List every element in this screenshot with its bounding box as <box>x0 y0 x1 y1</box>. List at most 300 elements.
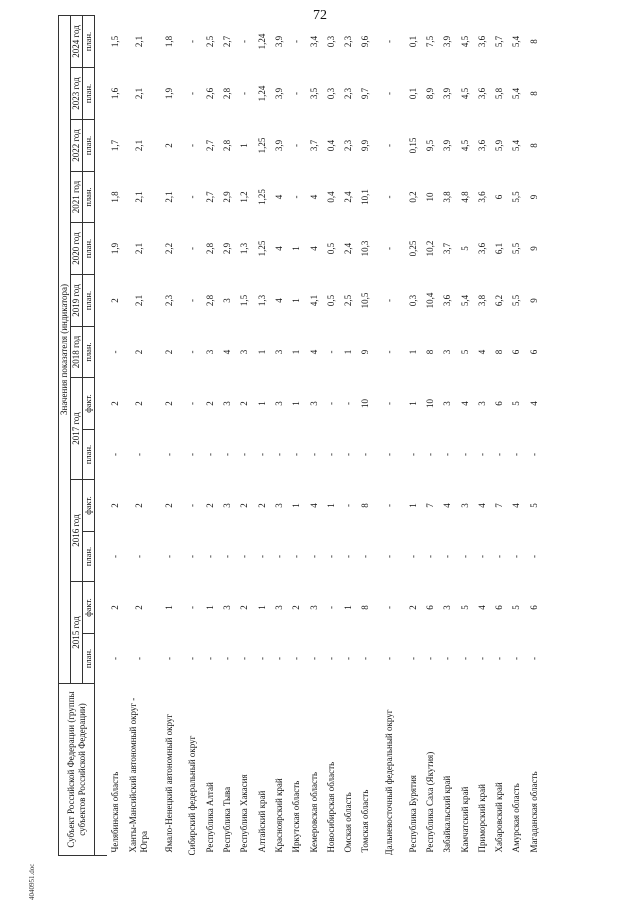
row-value-cell: 10,5 <box>360 292 371 309</box>
row-value-cell: 2,8 <box>204 294 215 307</box>
row-value-cell: 9 <box>528 298 539 303</box>
row-value-cell: - <box>308 657 319 660</box>
row-value-cell: - <box>291 92 302 95</box>
row-value-cell: - <box>494 453 505 456</box>
row-value-cell: - <box>442 555 453 558</box>
row-value-cell: 9 <box>528 246 539 251</box>
row-value-cell: - <box>407 657 418 660</box>
row-value-cell: - <box>187 402 198 405</box>
year-header-2021: 2021 год <box>71 172 83 223</box>
row-value-cell: 0,3 <box>325 87 336 100</box>
row-value-cell: 2,8 <box>204 242 215 255</box>
row-value-cell: 3,9 <box>442 139 453 152</box>
row-value-cell: 2 <box>204 401 215 406</box>
row-value-cell: 4 <box>273 298 284 303</box>
row-subject-name: Забайкальский край <box>442 775 453 853</box>
row-value-cell: 1 <box>256 605 267 610</box>
row-value-cell: 6 <box>494 194 505 200</box>
row-subject-name: Приморский край <box>476 784 487 853</box>
row-value-cell: 2,7 <box>204 139 215 152</box>
row-value-cell: 1,2 <box>239 191 250 203</box>
row-value-cell: 2,1 <box>133 87 144 100</box>
row-value-cell: 1 <box>291 401 302 406</box>
row-value-cell: 1 <box>407 401 418 406</box>
plan-subheader: план. <box>83 532 95 582</box>
row-value-cell: - <box>187 350 198 354</box>
row-value-cell: 1 <box>291 349 302 355</box>
row-value-cell: 0,1 <box>407 87 418 100</box>
plan-subheader: план. <box>83 172 95 223</box>
row-value-cell: 3,6 <box>476 87 487 100</box>
row-value-cell: - <box>308 555 319 558</box>
row-value-cell: 3,8 <box>476 294 487 307</box>
row-value-cell: - <box>187 299 198 302</box>
year-header-2022: 2022 год <box>71 120 83 172</box>
row-value-cell: - <box>256 453 267 456</box>
row-subject-name: Томская область <box>360 789 371 853</box>
row-value-cell: - <box>476 453 487 456</box>
row-value-cell: 4 <box>459 401 470 406</box>
row-value-cell: - <box>222 555 233 558</box>
row-value-cell: - <box>459 453 470 456</box>
row-value-cell: - <box>239 555 250 558</box>
row-value-cell: - <box>425 657 435 660</box>
row-value-cell: 2,5 <box>343 294 354 307</box>
row-value-cell: 10,2 <box>425 240 435 257</box>
table-row <box>508 15 525 855</box>
table-group-row <box>375 15 405 855</box>
row-value-cell: 0,2 <box>407 191 418 203</box>
row-value-cell: 4 <box>476 503 487 508</box>
row-value-cell: 2,5 <box>204 35 215 48</box>
row-value-cell: 3,9 <box>273 87 284 100</box>
row-value-cell: - <box>187 555 198 558</box>
row-value-cell: - <box>459 657 470 660</box>
row-value-cell: 5,5 <box>511 242 522 255</box>
row-value-cell: 1,8 <box>163 35 174 48</box>
row-value-cell: - <box>384 504 395 507</box>
row-value-cell: 3 <box>273 401 284 406</box>
row-value-cell: 2 <box>110 401 121 406</box>
row-value-cell: 6,1 <box>494 242 505 255</box>
row-value-cell: 1 <box>204 605 215 610</box>
row-value-cell: - <box>384 657 395 660</box>
row-value-cell: 3,7 <box>442 242 453 255</box>
row-value-cell: - <box>494 657 505 660</box>
row-value-cell: 9 <box>360 349 371 355</box>
row-value-cell: - <box>384 299 395 302</box>
row-value-cell: - <box>110 453 121 456</box>
row-value-cell: - <box>110 350 121 354</box>
row-value-cell: 9,5 <box>425 139 435 152</box>
row-value-cell: - <box>325 657 336 660</box>
row-value-cell: 3,9 <box>273 139 284 152</box>
row-subject-name: Магаданская область <box>528 771 539 853</box>
row-value-cell: - <box>291 195 302 199</box>
fact-subheader: факт. <box>83 480 95 532</box>
row-value-cell: 2,3 <box>343 35 354 48</box>
row-subject-name: Дальневосточный федеральный округ <box>384 709 395 856</box>
row-value-cell: - <box>187 195 198 199</box>
row-value-cell: 0,15 <box>407 137 418 154</box>
row-value-cell: 5,4 <box>511 35 522 48</box>
row-value-cell: 1,25 <box>256 137 267 154</box>
row-value-cell: - <box>343 657 354 660</box>
row-value-cell: - <box>110 657 121 660</box>
row-value-cell: - <box>291 144 302 147</box>
row-subject-name: Иркутская область <box>291 780 302 853</box>
row-value-cell: 9,9 <box>360 139 371 152</box>
row-value-cell: - <box>407 453 418 456</box>
row-value-cell: 8 <box>425 349 435 355</box>
row-value-cell: - <box>384 402 395 405</box>
row-value-cell: 1,25 <box>256 240 267 257</box>
row-value-cell: 5 <box>511 401 522 406</box>
row-value-cell: 3,6 <box>476 242 487 255</box>
page-number: 72 <box>313 8 327 23</box>
row-value-cell: 4 <box>273 246 284 251</box>
row-value-cell: 1,25 <box>256 189 267 205</box>
subject-column-header: Субъект Российской Федерации (группы субъектов Российской Федерации) <box>59 684 95 856</box>
row-value-cell: 5,5 <box>511 294 522 307</box>
row-value-cell: 3 <box>204 349 215 355</box>
row-value-cell: 2,9 <box>222 242 233 255</box>
year-header-2018: 2018 год <box>71 327 83 378</box>
row-value-cell: 3 <box>459 503 470 508</box>
row-value-cell: 0,5 <box>325 242 336 255</box>
row-value-cell: 1 <box>256 401 267 406</box>
row-value-cell: - <box>360 657 371 660</box>
row-value-cell: 2 <box>204 503 215 508</box>
row-value-cell: 1,6 <box>110 87 121 100</box>
row-value-cell: - <box>511 657 522 660</box>
row-value-cell: 6 <box>425 605 435 610</box>
row-value-cell: - <box>273 657 284 660</box>
row-value-cell: 10,1 <box>360 189 371 205</box>
table-row <box>107 15 124 855</box>
row-value-cell: 8 <box>528 143 539 148</box>
row-value-cell: 4 <box>476 349 487 355</box>
row-value-cell: 1,8 <box>110 191 121 203</box>
row-value-cell: - <box>133 453 144 456</box>
row-value-cell: - <box>528 657 539 660</box>
year-header-2020: 2020 год <box>71 223 83 275</box>
row-value-cell: - <box>187 144 198 147</box>
row-value-cell: 3,6 <box>476 139 487 152</box>
table-row <box>456 15 473 855</box>
row-value-cell: 2 <box>133 349 144 355</box>
row-value-cell: 2,1 <box>133 242 144 255</box>
row-value-cell: 1 <box>256 349 267 355</box>
row-value-cell: 3 <box>308 401 319 406</box>
row-value-cell: 3 <box>273 349 284 355</box>
row-value-cell: - <box>325 453 336 456</box>
table-row <box>305 15 322 855</box>
row-value-cell: - <box>133 555 144 558</box>
row-value-cell: 1,5 <box>110 35 121 48</box>
row-value-cell: - <box>384 195 395 199</box>
row-value-cell: 0,4 <box>325 139 336 152</box>
row-value-cell: - <box>511 555 522 558</box>
row-subject-name: Ханты-Мансийский автономный округ - Югра <box>128 697 150 853</box>
row-value-cell: - <box>384 453 395 456</box>
fact-subheader: факт. <box>83 378 95 430</box>
year-header-2024: 2024 год <box>71 15 83 67</box>
row-value-cell: - <box>187 453 198 456</box>
plan-subheader: план. <box>83 634 95 684</box>
row-value-cell: 9,7 <box>360 87 371 100</box>
row-value-cell: - <box>425 555 435 558</box>
row-value-cell: - <box>239 453 250 456</box>
row-value-cell: 3 <box>308 605 319 610</box>
row-value-cell: - <box>133 657 144 660</box>
row-subject-name: Камчатский край <box>459 786 470 853</box>
row-value-cell: 5 <box>459 349 470 355</box>
table-row <box>219 15 236 855</box>
row-value-cell: 4 <box>442 503 453 508</box>
row-subject-name: Республика Бурятия <box>407 775 418 853</box>
row-value-cell: - <box>256 555 267 558</box>
table-row <box>271 15 288 855</box>
row-value-cell: 10 <box>425 399 435 408</box>
row-value-cell: 5 <box>528 503 539 508</box>
indicator-table <box>58 15 543 856</box>
fact-subheader: факт. <box>83 582 95 634</box>
row-value-cell: 10 <box>360 399 371 408</box>
row-value-cell: - <box>384 606 395 609</box>
year-header-2015: 2015 год <box>71 582 83 684</box>
row-value-cell: - <box>511 453 522 456</box>
row-value-cell: 2,4 <box>343 242 354 255</box>
plan-subheader: план. <box>83 120 95 172</box>
row-value-cell: 3 <box>442 401 453 406</box>
row-value-cell: 2,8 <box>222 139 233 152</box>
row-value-cell: 4 <box>511 503 522 508</box>
row-value-cell: 4,5 <box>459 87 470 100</box>
row-value-cell: 7 <box>425 503 435 508</box>
row-value-cell: 3,5 <box>308 87 319 100</box>
row-value-cell: - <box>407 555 418 558</box>
row-value-cell: - <box>494 555 505 558</box>
row-value-cell: 6 <box>528 349 539 355</box>
row-value-cell: - <box>187 39 198 43</box>
row-value-cell: - <box>360 453 371 456</box>
row-value-cell: - <box>325 606 336 609</box>
year-header-2023: 2023 год <box>71 68 83 120</box>
row-value-cell: - <box>291 657 302 660</box>
row-value-cell: - <box>204 453 215 456</box>
row-value-cell: - <box>204 555 215 558</box>
row-value-cell: 4,5 <box>459 35 470 48</box>
table-row <box>439 15 456 855</box>
row-value-cell: 2 <box>163 401 174 406</box>
plan-subheader: план. <box>83 327 95 378</box>
row-value-cell: 2 <box>133 503 144 508</box>
row-value-cell: 2,1 <box>133 139 144 152</box>
row-value-cell: 6 <box>511 349 522 355</box>
row-value-cell: 5,4 <box>459 294 470 307</box>
table-body <box>95 15 543 855</box>
row-value-cell: - <box>239 92 250 95</box>
row-value-cell: 1,9 <box>163 87 174 100</box>
row-value-cell: 4 <box>528 401 539 406</box>
row-value-cell: 4 <box>308 349 319 355</box>
row-value-cell: 2,6 <box>204 87 215 100</box>
row-value-cell: 3,8 <box>442 191 453 203</box>
row-value-cell: 2,1 <box>133 35 144 48</box>
row-value-cell: - <box>476 657 487 660</box>
plan-subheader: план. <box>83 430 95 480</box>
row-value-cell: 4 <box>308 194 319 200</box>
row-value-cell: 6 <box>494 605 505 610</box>
row-value-cell: - <box>163 453 174 456</box>
row-value-cell: 3 <box>222 298 233 303</box>
row-value-cell: - <box>384 39 395 43</box>
table-row <box>491 15 508 855</box>
row-value-cell: 3,9 <box>273 35 284 48</box>
plan-subheader: план. <box>83 223 95 275</box>
row-value-cell: 5,9 <box>494 139 505 152</box>
row-value-cell: 4 <box>273 194 284 200</box>
table-row <box>340 15 357 855</box>
row-value-cell: 2,4 <box>343 191 354 203</box>
row-value-cell: 1 <box>407 503 418 508</box>
row-value-cell: - <box>291 555 302 558</box>
row-value-cell: 5,5 <box>511 191 522 203</box>
row-subject-name: Сибирский федеральный округ <box>187 735 198 856</box>
row-value-cell: 2,9 <box>222 191 233 203</box>
row-value-cell: 3 <box>442 605 453 610</box>
table-row <box>202 15 219 855</box>
row-value-cell: 2 <box>239 503 250 508</box>
row-value-cell: - <box>476 555 487 558</box>
year-header-2016: 2016 год <box>71 480 83 582</box>
row-value-cell: 4 <box>308 246 319 251</box>
row-value-cell: 3,6 <box>442 294 453 307</box>
row-value-cell: 2 <box>407 605 418 610</box>
table-row <box>253 15 270 855</box>
row-value-cell: 2,2 <box>163 242 174 255</box>
row-subject-name: Красноярский край <box>273 778 284 853</box>
table-row <box>474 15 491 855</box>
row-value-cell: 8,9 <box>425 87 435 100</box>
row-value-cell: 2 <box>110 298 121 303</box>
indicator-group-header: Значения показателя (индикатора) <box>59 15 71 683</box>
row-subject-name: Челябинская область <box>110 771 121 853</box>
row-value-cell: - <box>384 247 395 250</box>
row-subject-name: Республика Тыва <box>222 786 233 853</box>
row-value-cell: 1 <box>291 298 302 303</box>
row-value-cell: - <box>343 453 354 456</box>
row-value-cell: 2,8 <box>222 87 233 100</box>
plan-subheader: план. <box>83 15 95 67</box>
row-value-cell: 2 <box>256 503 267 508</box>
row-value-cell: 8 <box>494 349 505 355</box>
row-value-cell: 4 <box>222 349 233 355</box>
row-value-cell: - <box>384 92 395 95</box>
row-value-cell: 2,1 <box>133 294 144 307</box>
row-value-cell: 1 <box>239 143 250 148</box>
row-value-cell: - <box>291 39 302 43</box>
row-subject-name: Омская область <box>343 792 354 853</box>
row-value-cell: 2 <box>291 605 302 610</box>
row-value-cell: - <box>325 402 336 405</box>
row-value-cell: 2 <box>110 503 121 508</box>
row-value-cell: 8 <box>360 605 371 610</box>
row-subject-name: Новосибирская область <box>325 761 336 853</box>
row-value-cell: 6,2 <box>494 294 505 307</box>
row-value-cell: 1,5 <box>239 294 250 307</box>
row-value-cell: 1 <box>343 605 354 610</box>
row-value-cell: - <box>163 657 174 660</box>
row-value-cell: 0,25 <box>407 240 418 257</box>
row-value-cell: 0,4 <box>325 191 336 203</box>
row-value-cell: 3 <box>222 401 233 406</box>
row-value-cell: 1,9 <box>110 242 121 255</box>
row-value-cell: 2 <box>133 401 144 406</box>
table-row <box>124 15 154 855</box>
table-group-row <box>184 15 201 855</box>
row-value-cell: - <box>187 92 198 95</box>
row-value-cell: - <box>187 504 198 507</box>
row-value-cell: - <box>384 555 395 558</box>
row-value-cell: 4 <box>476 605 487 610</box>
row-subject-name: Хабаровский край <box>494 782 505 853</box>
table-row <box>154 15 184 855</box>
row-subject-name: Республика Алтай <box>204 782 215 853</box>
row-value-cell: - <box>291 453 302 456</box>
row-value-cell: 3 <box>273 503 284 508</box>
row-subject-name: Республика Саха (Якутия) <box>425 751 435 853</box>
row-value-cell: 2,7 <box>222 35 233 48</box>
year-header-2017: 2017 год <box>71 378 83 480</box>
row-value-cell: - <box>459 555 470 558</box>
row-value-cell: 10 <box>425 192 435 202</box>
row-value-cell: 9,6 <box>360 35 371 48</box>
row-value-cell: - <box>163 555 174 558</box>
row-value-cell: 3,9 <box>442 35 453 48</box>
row-value-cell: 7,5 <box>425 35 435 48</box>
document-code: 4040951.doc <box>28 863 36 900</box>
row-value-cell: 2 <box>239 401 250 406</box>
row-value-cell: 2 <box>110 605 121 610</box>
row-value-cell: 1,7 <box>110 139 121 152</box>
row-value-cell: - <box>360 555 371 558</box>
table-row <box>405 15 422 855</box>
row-subject-name: Ямало-Ненецкий автономный округ <box>163 713 174 853</box>
row-value-cell: 0,1 <box>407 35 418 48</box>
row-value-cell: 4 <box>308 503 319 508</box>
row-value-cell: 7 <box>494 503 505 508</box>
row-value-cell: 6 <box>494 401 505 406</box>
row-value-cell: 4,5 <box>459 139 470 152</box>
row-value-cell: 3,9 <box>442 87 453 100</box>
table-row <box>323 15 340 855</box>
row-value-cell: - <box>222 453 233 456</box>
row-value-cell: 2 <box>133 605 144 610</box>
row-value-cell: - <box>110 555 121 558</box>
row-value-cell: 1 <box>407 349 418 355</box>
row-value-cell: 5,7 <box>494 35 505 48</box>
row-value-cell: - <box>442 453 453 456</box>
row-value-cell: 1,24 <box>256 85 267 102</box>
row-value-cell: 4,1 <box>308 294 319 307</box>
table-row <box>357 15 374 855</box>
row-value-cell: 2 <box>163 143 174 148</box>
row-value-cell: - <box>273 555 284 558</box>
row-value-cell: - <box>425 453 435 456</box>
row-value-cell: 3 <box>476 401 487 406</box>
